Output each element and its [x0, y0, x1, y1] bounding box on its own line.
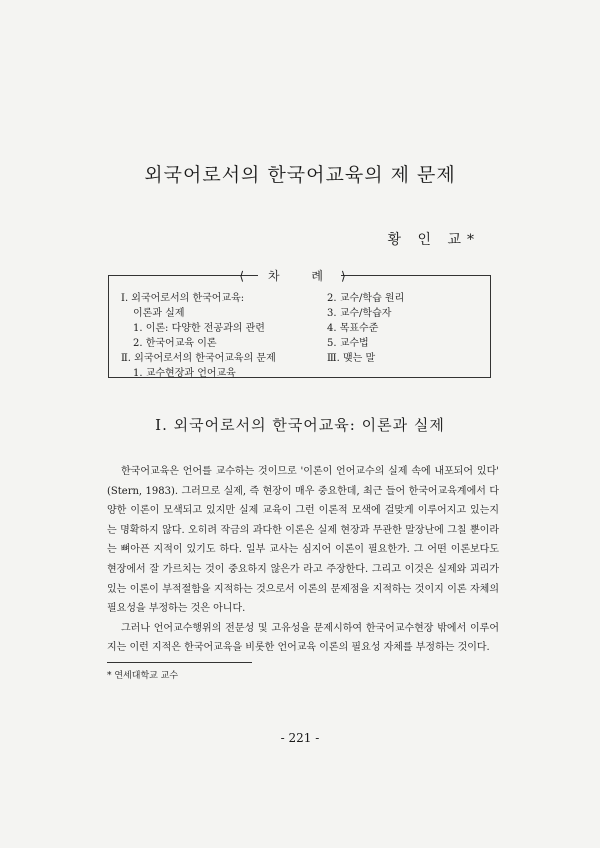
page-number: - 221 -: [280, 731, 320, 745]
footnote-divider: [107, 662, 252, 663]
footnote: * 연세대학교 교수: [107, 671, 179, 681]
paragraph: 한국어교육은 언어를 교수하는 것이므로 '이론이 언어교수의 실제 속에 내포되어 있다' (Stern, 1983). 그러므로 실제, 즉 현장이 매우 중요한데, 최근 들어 한국어교육계에서 다양한 이론이 모색되고 있지만 실제 교육이 그런 이론적 모색에 걸맞게 이루어지고 있는지는 명확하지 않다. 오히려 작금의 과다한 이론은 실제 현장과 무관한 말장난에 그칠 뿐이라는 뼈아픈 지적이 있기도 하다. 일부 교사는 심지어 이론이 필요한가. 그 어떤 이론보다도 현장에서 잘 가르치는 것이 중요하지 않은가 라고 주장한다. 그리고 이것은 실제와 괴리가 있는 이론이 부적절함을 지적하는 것으로서 이론의 문제점을 지적하는 것이지 이론 자체의 필요성을 부정하는 것은 아니다.: [107, 466, 499, 615]
table-of-contents: [108, 269, 491, 379]
toc-entry: Ⅰ. 외국어로서의 한국어교육:: [121, 293, 245, 304]
toc-entry: 1. 이론: 다양한 전공과의 관련: [133, 323, 265, 334]
toc-entry: 2. 교수/학습 원리: [327, 293, 405, 304]
section-heading: Ⅰ. 외국어로서의 한국어교육: 이론과 실제: [155, 416, 445, 434]
paper-title: 외국어로서의 한국어교육의 제 문제: [144, 164, 456, 186]
author-name: 황 인 교*: [387, 232, 480, 248]
toc-header-label: 차 례: [258, 269, 341, 283]
toc-entry: Ⅲ. 맺는 말: [327, 353, 376, 364]
toc-entry: 4. 목표수준: [327, 323, 379, 334]
toc-left-bracket-icon: ⟨: [239, 269, 258, 283]
toc-entry: 3. 교수/학습자: [327, 308, 392, 319]
toc-right-column: [327, 291, 404, 366]
body-text: [107, 462, 499, 658]
toc-entry: 2. 한국어교육 이론: [133, 338, 217, 349]
toc-left-column: [121, 291, 276, 381]
toc-entry: 이론과 실제: [133, 308, 185, 319]
toc-entry: 1. 교수현장과 언어교육: [133, 368, 236, 379]
paragraph: 그러나 언어교수행위의 전문성 및 고유성을 문제시하여 한국어교수현장 밖에서 이루어지는 이런 지적은 한국어교육을 비롯한 언어교육 이론의 필요성 자체를 부정하는 것이다.: [107, 622, 499, 654]
toc-entry: Ⅱ. 외국어로서의 한국어교육의 문제: [121, 353, 276, 364]
toc-entry: 5. 교수법: [327, 338, 369, 349]
toc-header: [109, 267, 490, 284]
toc-right-bracket-icon: ⟩: [341, 269, 360, 283]
